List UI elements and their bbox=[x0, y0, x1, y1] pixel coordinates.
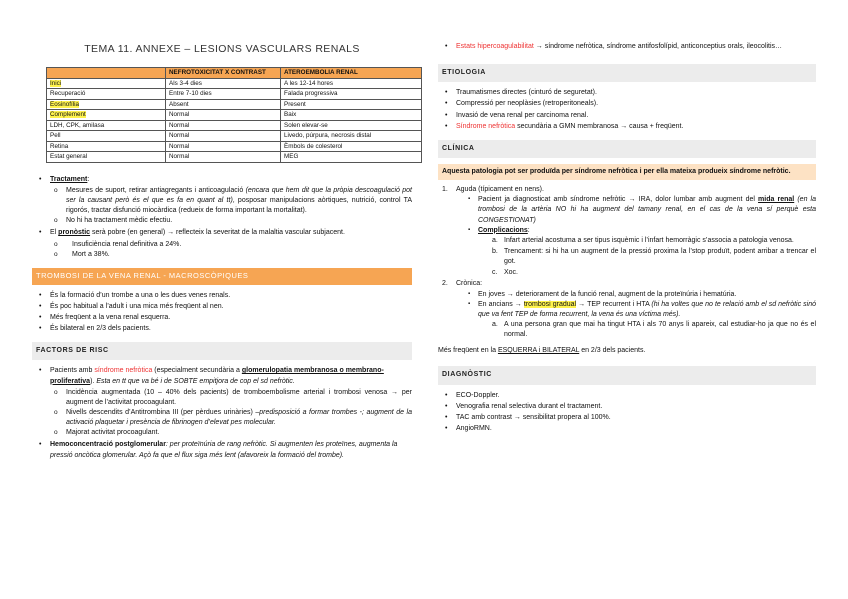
etiology-text: secundària a GMN membranosa → causa + freqüent. bbox=[515, 122, 684, 130]
chronic-text-post: → TEP recurrent i HTA bbox=[576, 300, 652, 308]
frequency-note bbox=[438, 346, 816, 356]
risk-note: Esta en tt que va bé i de SOBTE empitjora de cop el sd nefròtic. bbox=[96, 377, 295, 385]
section-header-clinic: CLÍNICA bbox=[438, 140, 816, 158]
list-item: • És la formació d’un trombe a una o les dues venes renals. bbox=[32, 291, 412, 301]
cell: Normal bbox=[166, 110, 281, 121]
acute-underline: mida renal bbox=[758, 196, 795, 204]
prognosis-item: Insuficiència renal definitiva a 24%. bbox=[72, 240, 182, 248]
row-label: LDH, CPK, amilasa bbox=[47, 120, 166, 131]
freq-underline: ESQUERRA i BILATERAL bbox=[497, 347, 580, 355]
comp-text: Xoc. bbox=[504, 269, 519, 277]
cell: MEG bbox=[281, 152, 422, 163]
acute-item bbox=[438, 185, 816, 195]
section-header-diagnosis: DIAGNÒSTIC bbox=[438, 366, 816, 384]
cell: Als 3-4 dies bbox=[166, 78, 281, 89]
prognosis-prefix: El bbox=[50, 229, 59, 237]
table-row bbox=[47, 89, 422, 100]
freq-pre: Més freqüent en la bbox=[438, 347, 498, 355]
hemo-label: Hemoconcentració postglomerular bbox=[50, 441, 166, 449]
list-item: • Invasió de vena renal per carcinoma renal. bbox=[438, 111, 816, 121]
list-item: • AngioRMN. bbox=[438, 424, 816, 434]
row-label: Recuperació bbox=[47, 89, 166, 100]
row-label: Retina bbox=[47, 141, 166, 152]
treatment-text-2: No hi ha tractament mèdic efectiu. bbox=[66, 217, 173, 225]
list-item bbox=[438, 42, 816, 52]
prognosis-text: serà pobre (en general) → reflecteix la severitat de la malaltia vascular subjacent. bbox=[90, 229, 345, 237]
risk-sub: Nivells descendits d’Antitrombina III (per pèrdues urinàries) bbox=[66, 408, 253, 416]
page-title: TEMA 11. ANNEXE – LESIONS VASCULARS RENALS bbox=[84, 43, 360, 55]
right-column bbox=[438, 0, 816, 435]
chronic-number: 2. bbox=[442, 280, 448, 288]
table-header-nefrotoxicitat: NEFROTOXICITAT X CONTRAST bbox=[166, 68, 281, 79]
cell: Normal bbox=[166, 152, 281, 163]
diagnosis-list bbox=[438, 391, 816, 435]
list-item bbox=[32, 216, 412, 226]
list-item: • ECO-Doppler. bbox=[438, 391, 816, 401]
list-item bbox=[32, 186, 412, 216]
list-item: • Més freqüent a la vena renal esquerra. bbox=[32, 313, 412, 323]
table-row bbox=[47, 120, 422, 131]
list-item: • Compressió per neoplàsies (retroperitoneals). bbox=[438, 99, 816, 109]
prognosis-item: Mort a 38%. bbox=[72, 250, 110, 258]
table-row bbox=[47, 99, 422, 110]
cell: Normal bbox=[166, 141, 281, 152]
freq-post: en 2/3 dels pacients. bbox=[579, 347, 646, 355]
treatment-label: Tractament bbox=[50, 175, 88, 183]
complications-label-row: ▪ Complicacions: bbox=[438, 226, 816, 236]
row-label: Estat general bbox=[47, 152, 166, 163]
comp-number: b. bbox=[492, 247, 498, 255]
cell: Normal bbox=[166, 131, 281, 142]
risk-list bbox=[32, 366, 412, 460]
cell: Present bbox=[281, 99, 422, 110]
row-label: Complement bbox=[50, 111, 86, 119]
chronic-item bbox=[438, 279, 816, 289]
table-header-ateroembolia: ATEROEMBOLIA RENAL bbox=[281, 68, 422, 79]
acute-detail bbox=[438, 195, 816, 225]
cell: Normal bbox=[166, 120, 281, 131]
list-item bbox=[32, 240, 412, 250]
table-row bbox=[47, 78, 422, 89]
comp-number: a. bbox=[492, 236, 498, 244]
treatment-rest: , posposar manipulacions aòrtiques, nutrició, control TA rigorós, tractar disfunció miocàrdica (redueix de forma important la mortalitat). bbox=[66, 197, 413, 215]
cell: Livedo, púrpura, necrosis distal bbox=[281, 131, 422, 142]
cell: Falada progressiva bbox=[281, 89, 422, 100]
chronic-text: En ancians → bbox=[478, 300, 524, 308]
acute-note: (en la trombosi de la artèria NO hi ha augment del tamany renal, en el cas de la vena sí perquè esta CONGESTIONAT) bbox=[478, 196, 817, 224]
treatment-text: Mesures de suport, retirar antiagregants i anticoagulació bbox=[66, 186, 244, 194]
chronic-note: (hi ha voltes que no te relació amb el sd nefròtic sinó que va fent TEP de forma recurrent, la vena és una víctima més). bbox=[478, 300, 816, 318]
thrombosis-list bbox=[32, 291, 412, 335]
risk-sub-note: –predisposició a formar trombes -; augment de la activació plaquetar i presència de fibrinogen d’elevat pes molecular. bbox=[66, 408, 412, 427]
chronic-highlight: trombosi gradual bbox=[523, 300, 577, 308]
row-label: Inici bbox=[50, 79, 62, 87]
table-row bbox=[47, 131, 422, 142]
left-column bbox=[32, 0, 412, 462]
section-header-risk: FACTORS DE RISC bbox=[32, 342, 412, 360]
clinic-intro-box: Aquesta patologia pot ser produïda per síndrome nefròtica i per ella mateixa produeix síndrome nefròtic. bbox=[438, 164, 816, 180]
list-item bbox=[438, 268, 816, 278]
acute-label: Aguda (típicament en nens). bbox=[456, 186, 544, 194]
risk-red: síndrome nefròtica bbox=[94, 367, 153, 375]
row-label: Eosinofília bbox=[50, 100, 80, 108]
table-header-empty bbox=[47, 68, 166, 79]
hyper-list bbox=[438, 42, 816, 52]
acute-text: Pacient ja diagnosticat amb síndrome nefròtic → IRA, dolor lumbar amb augment del bbox=[478, 196, 759, 204]
table-header-row bbox=[47, 68, 422, 79]
comp-text: Infart arterial acostuma a ser tipus isquèmic i l’infart hemorràgic s’associa a patologia venosa. bbox=[504, 236, 794, 244]
treatment-note: (encara que hem dit que la pròpia descoagulació pot ser la causant però és el que es fa en quant al tt) bbox=[66, 186, 412, 204]
list-item: o Incidència augmentada (10 – 40% dels pacients) de tromboembolisme arterial i trombosi venosa → per augment de l’activitat procoagulant. bbox=[32, 388, 412, 408]
complications-label: Complicacions bbox=[478, 226, 528, 234]
list-item bbox=[438, 236, 816, 246]
risk-text: (especialment secundària a bbox=[152, 367, 242, 375]
list-item: • TAC amb contrast → sensibilitat propera al 100%. bbox=[438, 413, 816, 423]
acute-number: 1. bbox=[442, 186, 448, 194]
risk-end: ). bbox=[90, 377, 97, 385]
hyper-red: Estats hipercoagulabilitat bbox=[456, 43, 534, 50]
list-item: o Majorat activitat procoagulant. bbox=[32, 428, 412, 438]
comp-number: c. bbox=[492, 269, 498, 277]
section-header-etiology: ETIOLOGIA bbox=[438, 64, 816, 82]
section-header-thrombosis: TROMBOSI DE LA VENA RENAL - MACROSCÒPIQUES bbox=[32, 268, 412, 285]
chronic-label: Crònica: bbox=[456, 280, 483, 288]
table-row bbox=[47, 110, 422, 121]
list-item bbox=[32, 440, 412, 460]
cell: Èmbols de colesterol bbox=[281, 141, 422, 152]
cell: Entre 7-10 dies bbox=[166, 89, 281, 100]
risk-underline: glomerulopatia membranosa o membrano-proliferativa bbox=[50, 367, 384, 385]
table-row bbox=[47, 141, 422, 152]
comp-text: Trencament: si hi ha un augment de la pressió proxima la l’stop produït, podent arribar a trencar el got. bbox=[504, 247, 816, 266]
list-item bbox=[438, 247, 816, 267]
risk-intro: Pacients amb bbox=[50, 367, 95, 375]
chronic-sub-text: A una persona gran que mai ha tingut HTA i als 70 anys li apareix, cal estudiar-ho ja que no és el normal. bbox=[504, 320, 816, 339]
cell: Solen elevar-se bbox=[281, 120, 422, 131]
chronic-detail-2 bbox=[438, 300, 816, 320]
list-item: • Tractament: bbox=[32, 175, 412, 185]
list-item bbox=[32, 366, 412, 386]
list-item bbox=[32, 228, 412, 238]
hemo-text: : per proteïnúria de rang nefròtic. Si augmenten les proteïnes, augmenta la pressió oncòtica glomerular. Açò fa que el flux siga més lent (afavoreix la formació del trombe). bbox=[50, 441, 398, 459]
cell: A les 12-14 hores bbox=[281, 78, 422, 89]
prognosis-label: pronòstic bbox=[58, 229, 91, 237]
list-item bbox=[438, 122, 816, 132]
list-item: • És poc habitual a l’adult i una mica més freqüent al nen. bbox=[32, 302, 412, 312]
row-label: Pell bbox=[47, 131, 166, 142]
treatment-list bbox=[32, 175, 412, 260]
list-item bbox=[32, 408, 412, 428]
table-row bbox=[47, 152, 422, 163]
cell: Absent bbox=[166, 99, 281, 110]
etiology-red: Síndrome nefròtica bbox=[456, 122, 516, 130]
list-item: • Traumatismes directes (cinturó de seguretat). bbox=[438, 88, 816, 98]
hyper-text: → síndrome nefròtica, síndrome antifosfolípid, anticonceptius orals, ileocolitis… bbox=[533, 43, 783, 50]
comparison-table bbox=[46, 67, 422, 163]
list-item bbox=[438, 320, 816, 340]
chronic-sub-number: a. bbox=[492, 320, 498, 328]
list-item: • Venografia renal selectiva durant el tractament. bbox=[438, 402, 816, 412]
cell: Baix bbox=[281, 110, 422, 121]
chronic-detail-1: ▪ En joves → deteriorament de la funció renal, augment de la proteïnúria i hematúria. bbox=[438, 290, 816, 300]
list-item bbox=[32, 250, 412, 260]
list-item: • És bilateral en 2/3 dels pacients. bbox=[32, 324, 412, 334]
etiology-list bbox=[438, 88, 816, 132]
